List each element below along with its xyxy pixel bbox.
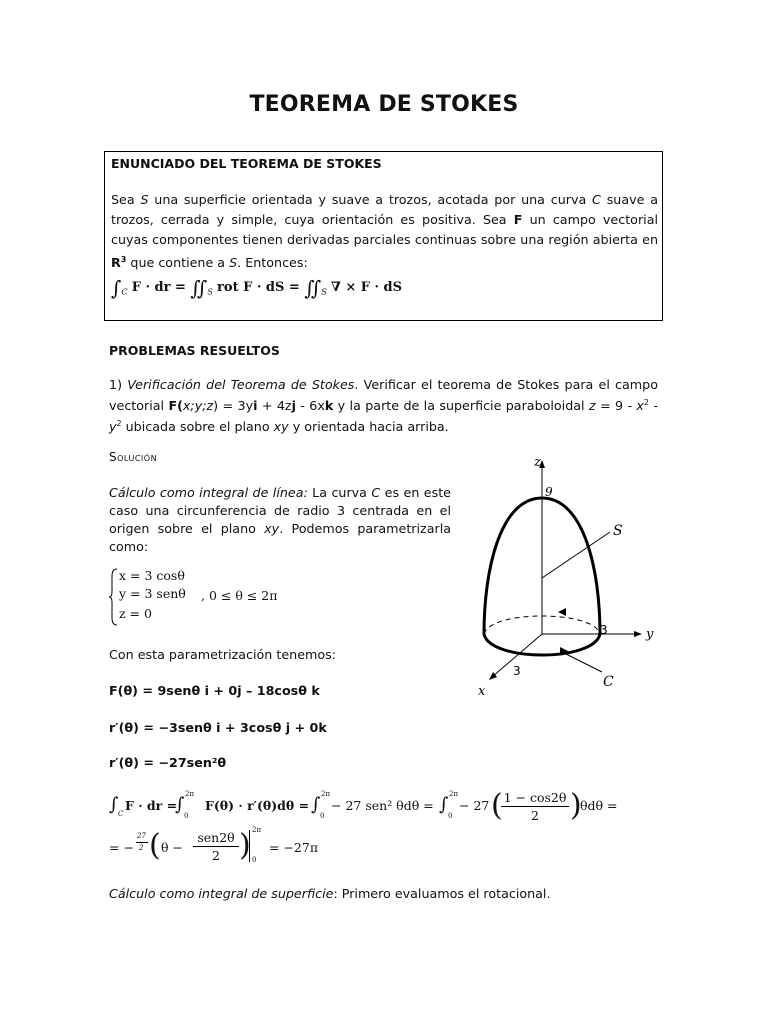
parametrization xyxy=(109,568,309,628)
orientation-arrow-back xyxy=(558,608,566,616)
C-pointer xyxy=(562,652,602,672)
paraboloid-figure xyxy=(470,450,670,700)
theorem-box xyxy=(104,151,663,321)
problem-1-statement: 1) Verificación del Teorema de Stokes. Verificar el teorema de Stokes para el campo vectorial F(x;y;z) = 3yi + 4zj - 6xk y la parte de la superficie paraboloidal $z = 9 - x^2 - y^2$ ubicada sobre el plano xy y orientada hacia arriba. xyxy=(109,377,658,435)
parametrization-intro: Con esta parametrización tenemos: xyxy=(109,647,336,662)
param-z: z = 0 xyxy=(119,606,152,621)
label-S: S xyxy=(613,523,623,539)
label-y: y xyxy=(646,627,654,642)
eq-dot-product: r′(θ) = −27sen²θ xyxy=(109,755,227,770)
page-title: TEOREMA DE STOKES xyxy=(249,92,519,117)
problems-heading: PROBLEMAS RESUELTOS xyxy=(109,343,280,358)
label-z: z xyxy=(534,455,541,470)
eq-r-prime: r′(θ) = −3senθ i + 3cosθ j + 0k xyxy=(109,720,327,735)
param-range: , 0 ≤ θ ≤ 2π xyxy=(201,588,278,603)
param-y: y = 3 senθ xyxy=(119,586,186,601)
stokes-formula: $\int_C$ F · dr = $∬_S$ rot F · dS = $∬_S$ ∇ × F · dS xyxy=(111,276,403,300)
S-pointer xyxy=(542,532,610,578)
label-3-x: 3 xyxy=(513,664,521,678)
solution-label: Solución xyxy=(109,450,158,464)
surface-integral-intro: Cálculo como integral de superficie: Primero evaluamos el rotacional. xyxy=(109,886,551,901)
theorem-heading: ENUNCIADO DEL TEOREMA DE STOKES xyxy=(111,156,382,171)
label-3-y: 3 xyxy=(600,623,608,637)
label-C: C xyxy=(603,674,614,690)
curve-C-front xyxy=(484,634,600,655)
theorem-statement: Sea S una superficie orientada y suave a trozos, acotada por una curva C suave a trozos, cerrada y simple, cuya orientación es positiva. Sea F un campo vectorial cuyas componentes tienen derivadas parciales continuas sobre una región abierta en $R^3$ que contiene a S. Entonces: xyxy=(111,192,659,271)
brace xyxy=(109,568,119,626)
integral-line-1: ∫ C F · dr = ∫ 2π 0 F(θ) · r′(θ)dθ = ∫ 2π 0 − 27 sen² θdθ = ∫ 2π 0 − 27 ( 1 − cos2θ 2 ) θdθ = xyxy=(109,788,618,823)
axes xyxy=(489,460,642,680)
integral-line-2: = − 27 2 ( θ − sen2θ 2 ) 2π 0 = −27π xyxy=(109,826,319,864)
label-9: 9 xyxy=(545,485,553,499)
eq-F-theta: F(θ) = 9senθ i + 0j – 18cosθ k xyxy=(109,683,320,698)
line-integral-intro: Cálculo como integral de línea: La curva C es en este caso una circunferencia de radio 3 centrada en el origen sobre el plano xy. Podemos parametrizarla como: xyxy=(109,485,451,554)
y-arrow xyxy=(634,631,642,637)
label-x: x xyxy=(478,684,486,699)
param-x: x = 3 cosθ xyxy=(119,568,185,583)
